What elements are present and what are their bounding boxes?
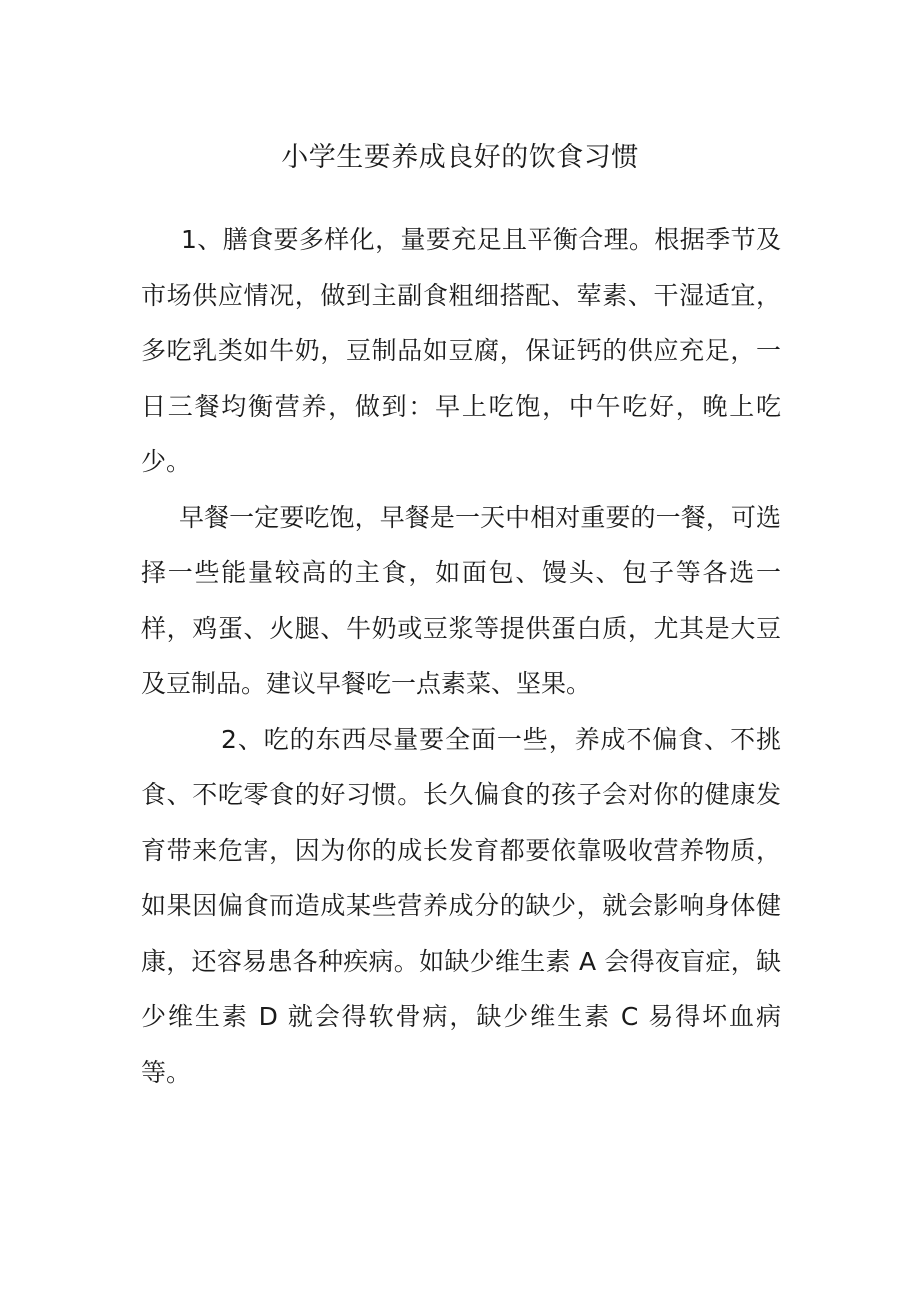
paragraph-3: 2、吃的东西尽量要全面一些，养成不偏食、不挑食、不吃零食的好习惯。长久偏食的孩子会对你的健康发育带来危害，因为你的成长发育都要依靠吸收营养物质，如果因偏食而造成某些营养成分的缺少，就会影响身体健康，还容易患各种疾病。如缺少维生素 A 会得夜盲症，缺少维生素 D 就会得软骨病，缺少维生素 C 易得坏血病等。: [141, 724, 781, 1087]
document-title: 小学生要养成良好的饮食习惯: [281, 142, 639, 173]
document-body: [141, 212, 781, 1100]
paragraph-2: 早餐一定要吃饱，早餐是一天中相对重要的一餐，可选择一些能量较高的主食，如面包、馒头、包子等各选一样，鸡蛋、火腿、牛奶或豆浆等提供蛋白质，尤其是大豆及豆制品。建议早餐吃一点素菜、坚果。: [141, 502, 781, 698]
paragraph-1: 1、膳食要多样化，量要充足且平衡合理。根据季节及市场供应情况，做到主副食粗细搭配、荤素、干湿适宜，多吃乳类如牛奶，豆制品如豆腐，保证钙的供应充足，一日三餐均衡营养，做到：早上吃饱，中午吃好，晚上吃少。: [141, 225, 781, 476]
